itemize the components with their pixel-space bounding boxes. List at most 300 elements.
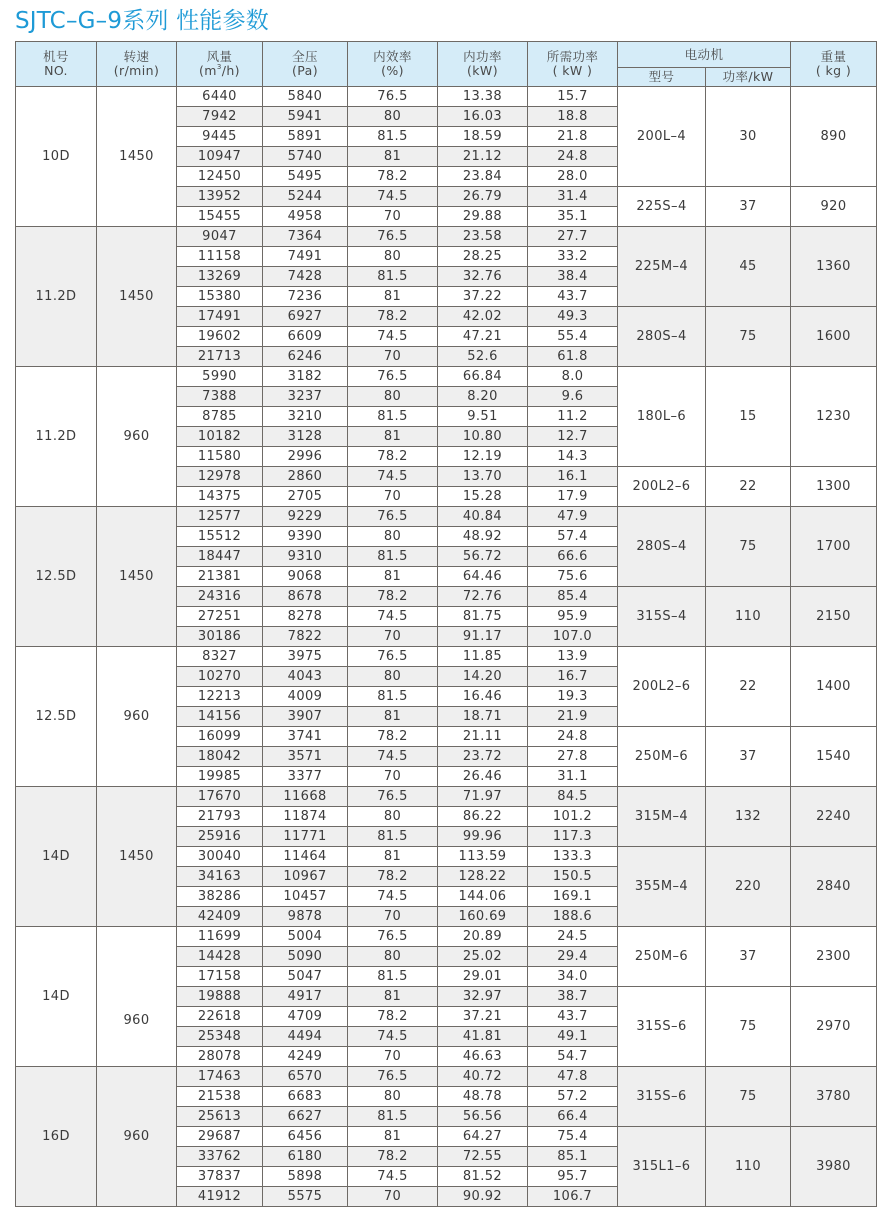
cell-motor-type: 250M–6 [618,927,706,987]
cell-pressure: 7822 [263,627,348,647]
model-no-text: 11.2D [35,289,77,304]
cell-flow: 6440 [177,87,263,107]
speed-text: 960 [123,1129,150,1144]
cell-pressure: 8678 [263,587,348,607]
cell-efficiency: 76.5 [348,787,438,807]
cell-pressure: 5090 [263,947,348,967]
cell-flow: 37837 [177,1167,263,1187]
speed-text: 1450 [119,149,154,164]
cell-efficiency: 74.5 [348,187,438,207]
model-no-text: 14D [42,849,70,864]
cell-pressure: 6609 [263,327,348,347]
cell-flow: 17158 [177,967,263,987]
cell-required-power: 16.7 [528,667,618,687]
cell-model-no [16,87,97,227]
cell-flow: 25348 [177,1027,263,1047]
cell-required-power: 49.3 [528,307,618,327]
cell-efficiency: 74.5 [348,1167,438,1187]
cell-flow: 34163 [177,867,263,887]
cell-efficiency: 70 [348,1187,438,1207]
cell-flow: 19985 [177,767,263,787]
header-pressure [263,42,348,87]
header-internal-power [438,42,528,87]
header-internal-power-en: (kW) [467,63,498,78]
cell-required-power: 8.0 [528,367,618,387]
cell-flow: 9445 [177,127,263,147]
cell-weight: 2970 [791,987,877,1067]
cell-flow: 24316 [177,587,263,607]
cell-internal-power: 21.11 [438,727,528,747]
cell-efficiency: 70 [348,347,438,367]
cell-required-power: 43.7 [528,1007,618,1027]
cell-efficiency: 74.5 [348,1027,438,1047]
cell-efficiency: 81 [348,287,438,307]
table-row [16,87,877,107]
cell-weight: 2300 [791,927,877,987]
model-no-text: 16D [42,1129,70,1144]
cell-pressure: 3571 [263,747,348,767]
cell-required-power: 95.9 [528,607,618,627]
cell-internal-power: 46.63 [438,1047,528,1067]
cell-required-power: 107.0 [528,627,618,647]
cell-efficiency: 76.5 [348,227,438,247]
cell-internal-power: 66.84 [438,367,528,387]
cell-motor-power: 220 [706,847,791,927]
cell-internal-power: 23.58 [438,227,528,247]
cell-efficiency: 70 [348,487,438,507]
cell-pressure: 8278 [263,607,348,627]
cell-flow: 10947 [177,147,263,167]
speed-text: 1450 [119,569,154,584]
header-required-power [528,42,618,87]
cell-flow: 41912 [177,1187,263,1207]
cell-internal-power: 86.22 [438,807,528,827]
cell-pressure: 9878 [263,907,348,927]
cell-efficiency: 74.5 [348,747,438,767]
cell-required-power: 75.4 [528,1127,618,1147]
cell-pressure: 2705 [263,487,348,507]
cell-internal-power: 11.85 [438,647,528,667]
cell-weight: 1400 [791,647,877,727]
cell-pressure: 9310 [263,547,348,567]
cell-internal-power: 72.55 [438,1147,528,1167]
cell-internal-power: 21.12 [438,147,528,167]
cell-motor-power: 22 [706,647,791,727]
table-body [16,87,877,1207]
cell-flow: 14375 [177,487,263,507]
cell-internal-power: 40.72 [438,1067,528,1087]
cell-pressure: 5840 [263,87,348,107]
cell-weight: 2840 [791,847,877,927]
cell-efficiency: 76.5 [348,87,438,107]
cell-required-power: 12.7 [528,427,618,447]
cell-required-power: 24.8 [528,147,618,167]
cell-required-power: 38.4 [528,267,618,287]
cell-flow: 10182 [177,427,263,447]
table-row [16,227,877,247]
cell-motor-type: 200L–4 [618,87,706,187]
cell-required-power: 85.1 [528,1147,618,1167]
cell-internal-power: 12.19 [438,447,528,467]
cell-internal-power: 56.56 [438,1107,528,1127]
cell-motor-type: 200L2–6 [618,467,706,507]
cell-flow: 33762 [177,1147,263,1167]
cell-required-power: 57.2 [528,1087,618,1107]
cell-internal-power: 14.20 [438,667,528,687]
cell-flow: 15380 [177,287,263,307]
table-row [16,647,877,667]
cell-efficiency: 76.5 [348,927,438,947]
cell-motor-type: 250M–6 [618,727,706,787]
cell-required-power: 55.4 [528,327,618,347]
cell-efficiency: 74.5 [348,467,438,487]
cell-flow: 19602 [177,327,263,347]
cell-efficiency: 78.2 [348,727,438,747]
cell-speed [97,507,177,647]
cell-pressure: 6627 [263,1107,348,1127]
cell-efficiency: 80 [348,667,438,687]
cell-flow: 8327 [177,647,263,667]
speed-text: 960 [123,709,150,724]
cell-internal-power: 18.59 [438,127,528,147]
cell-model-no [16,787,97,927]
cell-flow: 29687 [177,1127,263,1147]
speed-text: 960 [123,1013,150,1028]
cell-pressure: 3210 [263,407,348,427]
cell-pressure: 6246 [263,347,348,367]
cell-efficiency: 81 [348,987,438,1007]
cell-motor-power: 75 [706,507,791,587]
cell-flow: 12577 [177,507,263,527]
cell-weight: 2240 [791,787,877,847]
header-model-cn: 机号 [43,49,69,64]
cell-pressure: 4043 [263,667,348,687]
cell-speed [97,367,177,507]
cell-efficiency: 70 [348,627,438,647]
cell-internal-power: 90.92 [438,1187,528,1207]
cell-flow: 21793 [177,807,263,827]
cell-efficiency: 78.2 [348,167,438,187]
cell-required-power: 101.2 [528,807,618,827]
cell-pressure: 4709 [263,1007,348,1027]
cell-required-power: 16.1 [528,467,618,487]
cell-pressure: 3182 [263,367,348,387]
cell-flow: 17491 [177,307,263,327]
cell-speed [97,227,177,367]
cell-required-power: 13.9 [528,647,618,667]
header-pressure-cn: 全压 [292,49,318,64]
cell-required-power: 34.0 [528,967,618,987]
header-motor-type: 型号 [618,68,706,87]
cell-motor-power: 110 [706,1127,791,1207]
cell-flow: 21381 [177,567,263,587]
cell-pressure: 5047 [263,967,348,987]
cell-internal-power: 42.02 [438,307,528,327]
cell-pressure: 5244 [263,187,348,207]
cell-efficiency: 70 [348,907,438,927]
cell-motor-type: 315S–6 [618,1067,706,1127]
cell-weight: 1360 [791,227,877,307]
cell-flow: 8785 [177,407,263,427]
cell-motor-power: 75 [706,1067,791,1127]
cell-required-power: 47.9 [528,507,618,527]
cell-pressure: 10457 [263,887,348,907]
cell-required-power: 17.9 [528,487,618,507]
cell-motor-type: 225S–4 [618,187,706,227]
cell-efficiency: 76.5 [348,647,438,667]
cell-pressure: 11464 [263,847,348,867]
cell-pressure: 2996 [263,447,348,467]
cell-flow: 22618 [177,1007,263,1027]
cell-required-power: 133.3 [528,847,618,867]
cell-required-power: 21.9 [528,707,618,727]
cell-internal-power: 71.97 [438,787,528,807]
cell-flow: 21538 [177,1087,263,1107]
cell-flow: 12450 [177,167,263,187]
cell-required-power: 188.6 [528,907,618,927]
cell-motor-power: 22 [706,467,791,507]
cell-motor-power: 110 [706,587,791,647]
cell-efficiency: 80 [348,947,438,967]
cell-required-power: 169.1 [528,887,618,907]
cell-required-power: 29.4 [528,947,618,967]
cell-required-power: 66.4 [528,1107,618,1127]
cell-flow: 30040 [177,847,263,867]
cell-motor-type: 355M–4 [618,847,706,927]
cell-required-power: 33.2 [528,247,618,267]
header-flow-cn: 风量 [206,49,233,64]
cell-motor-power: 75 [706,987,791,1067]
cell-weight: 1300 [791,467,877,507]
cell-motor-type: 315L1–6 [618,1127,706,1207]
model-no-text: 12.5D [35,709,77,724]
cell-efficiency: 80 [348,387,438,407]
cell-efficiency: 81.5 [348,1107,438,1127]
cell-flow: 11158 [177,247,263,267]
cell-efficiency: 74.5 [348,327,438,347]
cell-motor-type: 315M–4 [618,787,706,847]
header-required-power-en: ( kW ) [552,63,593,78]
cell-internal-power: 113.59 [438,847,528,867]
cell-internal-power: 29.88 [438,207,528,227]
cell-efficiency: 81.5 [348,967,438,987]
cell-model-no [16,927,97,1067]
cell-internal-power: 160.69 [438,907,528,927]
cell-model-no [16,507,97,647]
cell-efficiency: 81 [348,1127,438,1147]
cell-required-power: 18.8 [528,107,618,127]
cell-efficiency: 76.5 [348,1067,438,1087]
cell-speed [97,1067,177,1207]
cell-flow: 15512 [177,527,263,547]
cell-model-no [16,367,97,507]
cell-flow: 25613 [177,1107,263,1127]
cell-pressure: 5495 [263,167,348,187]
header-model-en: NO. [44,63,68,78]
cell-pressure: 7236 [263,287,348,307]
cell-efficiency: 74.5 [348,887,438,907]
header-speed [97,42,177,87]
cell-efficiency: 80 [348,807,438,827]
cell-pressure: 6456 [263,1127,348,1147]
cell-internal-power: 144.06 [438,887,528,907]
cell-required-power: 38.7 [528,987,618,1007]
cell-model-no [16,647,97,787]
cell-internal-power: 26.46 [438,767,528,787]
cell-efficiency: 80 [348,107,438,127]
cell-motor-power: 132 [706,787,791,847]
cell-required-power: 117.3 [528,827,618,847]
cell-weight: 3780 [791,1067,877,1127]
cell-required-power: 27.8 [528,747,618,767]
cell-motor-type: 280S–4 [618,307,706,367]
header-internal-power-cn: 内功率 [463,49,502,64]
cell-efficiency: 76.5 [348,367,438,387]
cell-pressure: 3128 [263,427,348,447]
cell-motor-type: 315S–6 [618,987,706,1067]
cell-required-power: 43.7 [528,287,618,307]
cell-required-power: 9.6 [528,387,618,407]
header-weight [791,42,877,87]
cell-internal-power: 20.89 [438,927,528,947]
cell-flow: 21713 [177,347,263,367]
cell-required-power: 19.3 [528,687,618,707]
cell-motor-power: 45 [706,227,791,307]
header-efficiency [348,42,438,87]
cell-flow: 17463 [177,1067,263,1087]
cell-required-power: 31.1 [528,767,618,787]
cell-efficiency: 70 [348,207,438,227]
header-flow [177,42,263,87]
cell-motor-type: 180L–6 [618,367,706,467]
cell-efficiency: 78.2 [348,1147,438,1167]
page-title: SJTC–G–9系列 性能参数 [15,8,269,34]
cell-motor-power: 30 [706,87,791,187]
cell-required-power: 66.6 [528,547,618,567]
cell-weight: 2150 [791,587,877,647]
cell-pressure: 3907 [263,707,348,727]
cell-efficiency: 80 [348,1087,438,1107]
cell-required-power: 28.0 [528,167,618,187]
cell-efficiency: 70 [348,767,438,787]
cell-required-power: 21.8 [528,127,618,147]
cell-internal-power: 23.84 [438,167,528,187]
cell-required-power: 31.4 [528,187,618,207]
cell-efficiency: 81 [348,567,438,587]
cell-flow: 14428 [177,947,263,967]
cell-flow: 10270 [177,667,263,687]
table-row [16,507,877,527]
cell-flow: 19888 [177,987,263,1007]
cell-required-power: 15.7 [528,87,618,107]
cell-flow: 27251 [177,607,263,627]
cell-pressure: 6683 [263,1087,348,1107]
cell-pressure: 9068 [263,567,348,587]
cell-weight: 1600 [791,307,877,367]
cell-flow: 7942 [177,107,263,127]
cell-required-power: 85.4 [528,587,618,607]
cell-efficiency: 80 [348,247,438,267]
cell-internal-power: 28.25 [438,247,528,267]
cell-speed [97,87,177,227]
cell-pressure: 3741 [263,727,348,747]
cell-efficiency: 81 [348,707,438,727]
cell-flow: 9047 [177,227,263,247]
cell-pressure: 6180 [263,1147,348,1167]
cell-internal-power: 37.21 [438,1007,528,1027]
cell-flow: 13952 [177,187,263,207]
cell-pressure: 4917 [263,987,348,1007]
cell-motor-type: 315S–4 [618,587,706,647]
header-required-power-cn: 所需功率 [546,49,599,64]
cell-pressure: 4009 [263,687,348,707]
cell-flow: 14156 [177,707,263,727]
header-weight-en: ( kg ) [815,63,852,78]
cell-flow: 18042 [177,747,263,767]
flow-unit-pre: (m [199,63,217,78]
cell-pressure: 5941 [263,107,348,127]
cell-internal-power: 56.72 [438,547,528,567]
cell-pressure: 9390 [263,527,348,547]
flow-unit-post: /h) [221,63,240,78]
cell-motor-type: 225M–4 [618,227,706,307]
header-pressure-en: (Pa) [292,63,318,78]
cell-flow: 11699 [177,927,263,947]
cell-speed [97,647,177,787]
cell-model-no [16,227,97,367]
cell-motor-power: 37 [706,927,791,987]
cell-model-no [16,1067,97,1207]
cell-internal-power: 52.6 [438,347,528,367]
cell-efficiency: 81.5 [348,407,438,427]
cell-pressure: 11771 [263,827,348,847]
cell-weight: 1540 [791,727,877,787]
cell-internal-power: 64.27 [438,1127,528,1147]
cell-required-power: 24.8 [528,727,618,747]
cell-motor-type: 200L2–6 [618,647,706,727]
cell-internal-power: 23.72 [438,747,528,767]
cell-pressure: 5004 [263,927,348,947]
cell-internal-power: 48.92 [438,527,528,547]
cell-internal-power: 16.46 [438,687,528,707]
cell-speed [97,787,177,927]
cell-internal-power: 72.76 [438,587,528,607]
cell-pressure: 5740 [263,147,348,167]
cell-efficiency: 80 [348,527,438,547]
cell-flow: 18447 [177,547,263,567]
cell-pressure: 4958 [263,207,348,227]
cell-efficiency: 81 [348,847,438,867]
model-no-text: 10D [42,149,70,164]
cell-pressure: 4249 [263,1047,348,1067]
cell-internal-power: 37.22 [438,287,528,307]
cell-pressure: 6570 [263,1067,348,1087]
performance-table [15,41,877,1207]
cell-pressure: 2860 [263,467,348,487]
table-row [16,1067,877,1087]
cell-required-power: 11.2 [528,407,618,427]
cell-required-power: 75.6 [528,567,618,587]
speed-text: 960 [123,429,150,444]
cell-flow: 13269 [177,267,263,287]
cell-required-power: 95.7 [528,1167,618,1187]
cell-internal-power: 29.01 [438,967,528,987]
cell-weight: 3980 [791,1127,877,1207]
cell-required-power: 54.7 [528,1047,618,1067]
cell-internal-power: 47.21 [438,327,528,347]
header-weight-cn: 重量 [820,49,847,64]
cell-required-power: 57.4 [528,527,618,547]
